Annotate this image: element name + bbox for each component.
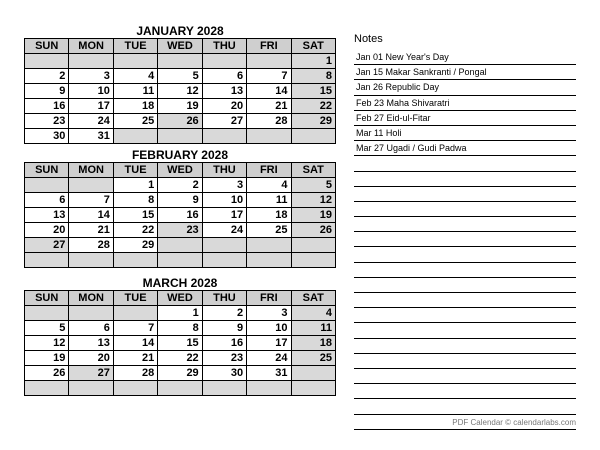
empty-cell	[158, 253, 202, 268]
day-cell: 22	[158, 351, 202, 366]
week-row	[25, 208, 336, 223]
empty-cell	[113, 306, 157, 321]
day-cell: 17	[69, 99, 113, 114]
note-item: Jan 26 Republic Day	[354, 80, 576, 95]
day-cell: 3	[69, 69, 113, 84]
note-line	[354, 156, 576, 171]
day-cell: 13	[25, 208, 69, 223]
weekday-header: THU	[202, 291, 246, 306]
empty-cell	[247, 129, 291, 144]
weekday-header: WED	[158, 163, 202, 178]
empty-cell	[291, 366, 335, 381]
empty-cell	[291, 381, 335, 396]
note-line	[354, 384, 576, 399]
weekday-header: TUE	[113, 39, 157, 54]
weekday-header: SAT	[291, 39, 335, 54]
notes-panel	[354, 28, 576, 430]
empty-cell	[25, 306, 69, 321]
day-cell: 26	[25, 366, 69, 381]
day-cell: 19	[25, 351, 69, 366]
day-cell: 2	[158, 178, 202, 193]
weekday-header: MON	[69, 291, 113, 306]
empty-cell	[202, 54, 246, 69]
empty-cell	[202, 381, 246, 396]
empty-cell	[291, 253, 335, 268]
day-cell: 20	[69, 351, 113, 366]
day-cell: 9	[158, 193, 202, 208]
note-line	[354, 323, 576, 338]
weekday-header: THU	[202, 163, 246, 178]
day-cell: 4	[247, 178, 291, 193]
week-row	[25, 99, 336, 114]
empty-cell	[202, 238, 246, 253]
day-cell: 27	[25, 238, 69, 253]
empty-cell	[158, 54, 202, 69]
day-cell: 16	[202, 336, 246, 351]
day-cell: 9	[25, 84, 69, 99]
week-row	[25, 178, 336, 193]
weekday-header: FRI	[247, 291, 291, 306]
week-row	[25, 223, 336, 238]
week-row	[25, 193, 336, 208]
month-grid	[24, 38, 336, 144]
day-cell: 24	[202, 223, 246, 238]
day-cell: 15	[158, 336, 202, 351]
empty-cell	[69, 306, 113, 321]
day-cell: 8	[291, 69, 335, 84]
note-line	[354, 339, 576, 354]
day-cell: 17	[247, 336, 291, 351]
note-line	[354, 308, 576, 323]
day-cell: 14	[247, 84, 291, 99]
empty-cell	[25, 178, 69, 193]
day-cell: 13	[202, 84, 246, 99]
weekday-header: FRI	[247, 163, 291, 178]
empty-cell	[25, 54, 69, 69]
day-cell: 16	[25, 99, 69, 114]
weekday-header: SUN	[25, 163, 69, 178]
empty-cell	[25, 381, 69, 396]
day-cell: 10	[69, 84, 113, 99]
day-cell: 26	[158, 114, 202, 129]
day-cell: 24	[69, 114, 113, 129]
day-cell: 1	[158, 306, 202, 321]
day-cell: 18	[291, 336, 335, 351]
empty-cell	[158, 238, 202, 253]
note-item: Jan 01 New Year's Day	[354, 50, 576, 65]
day-cell: 29	[291, 114, 335, 129]
day-cell: 20	[202, 99, 246, 114]
weekday-header: MON	[69, 163, 113, 178]
footer-credit: PDF Calendar © calendarlabs.com	[452, 418, 576, 427]
empty-cell	[69, 381, 113, 396]
day-cell: 6	[25, 193, 69, 208]
week-row	[25, 366, 336, 381]
weekday-header: WED	[158, 291, 202, 306]
week-row	[25, 69, 336, 84]
month-grid	[24, 162, 336, 268]
empty-cell	[158, 381, 202, 396]
month-grid	[24, 290, 336, 396]
day-cell: 5	[25, 321, 69, 336]
day-cell: 10	[247, 321, 291, 336]
weekday-header: WED	[158, 39, 202, 54]
month-calendar	[24, 276, 336, 396]
day-cell: 12	[291, 193, 335, 208]
day-cell: 20	[25, 223, 69, 238]
day-cell: 4	[291, 306, 335, 321]
day-cell: 14	[113, 336, 157, 351]
day-cell: 11	[113, 84, 157, 99]
note-item: Jan 15 Makar Sankranti / Pongal	[354, 65, 576, 80]
week-row	[25, 351, 336, 366]
day-cell: 11	[247, 193, 291, 208]
week-row	[25, 129, 336, 144]
day-cell: 27	[202, 114, 246, 129]
empty-cell	[69, 54, 113, 69]
day-cell: 24	[247, 351, 291, 366]
weekday-header: SAT	[291, 163, 335, 178]
day-cell: 16	[158, 208, 202, 223]
day-cell: 19	[158, 99, 202, 114]
empty-cell	[202, 253, 246, 268]
day-cell: 7	[69, 193, 113, 208]
day-cell: 7	[113, 321, 157, 336]
day-cell: 25	[291, 351, 335, 366]
week-row	[25, 238, 336, 253]
empty-cell	[69, 253, 113, 268]
day-cell: 23	[202, 351, 246, 366]
day-cell: 12	[158, 84, 202, 99]
day-cell: 5	[158, 69, 202, 84]
notes-title: Notes	[354, 33, 383, 45]
day-cell: 21	[113, 351, 157, 366]
note-line	[354, 263, 576, 278]
note-line	[354, 278, 576, 293]
day-cell: 31	[69, 129, 113, 144]
empty-cell	[247, 238, 291, 253]
week-row	[25, 114, 336, 129]
day-cell: 30	[25, 129, 69, 144]
day-cell: 25	[247, 223, 291, 238]
day-cell: 1	[113, 178, 157, 193]
week-row	[25, 381, 336, 396]
note-item: Feb 27 Eid-ul-Fitar	[354, 111, 576, 126]
note-item: Mar 27 Ugadi / Gudi Padwa	[354, 141, 576, 156]
week-row	[25, 336, 336, 351]
month-calendar	[24, 24, 336, 144]
day-cell: 28	[247, 114, 291, 129]
week-row	[25, 306, 336, 321]
weekday-header: SAT	[291, 291, 335, 306]
day-cell: 8	[158, 321, 202, 336]
empty-cell	[247, 253, 291, 268]
day-cell: 28	[113, 366, 157, 381]
weekday-header: FRI	[247, 39, 291, 54]
empty-cell	[69, 178, 113, 193]
weekday-header: MON	[69, 39, 113, 54]
day-cell: 2	[25, 69, 69, 84]
day-cell: 9	[202, 321, 246, 336]
weekday-header: SUN	[25, 39, 69, 54]
note-line	[354, 217, 576, 232]
day-cell: 15	[113, 208, 157, 223]
day-cell: 11	[291, 321, 335, 336]
day-cell: 14	[69, 208, 113, 223]
note-line	[354, 187, 576, 202]
day-cell: 3	[247, 306, 291, 321]
weekday-header: SUN	[25, 291, 69, 306]
day-cell: 22	[113, 223, 157, 238]
empty-cell	[158, 129, 202, 144]
day-cell: 28	[69, 238, 113, 253]
day-cell: 8	[113, 193, 157, 208]
note-line	[354, 293, 576, 308]
day-cell: 10	[202, 193, 246, 208]
note-line	[354, 399, 576, 414]
empty-cell	[113, 253, 157, 268]
month-title: MARCH 2028	[142, 276, 218, 290]
day-cell: 27	[69, 366, 113, 381]
day-cell: 21	[69, 223, 113, 238]
day-cell: 30	[202, 366, 246, 381]
day-cell: 15	[291, 84, 335, 99]
month-title: FEBRUARY 2028	[131, 148, 229, 162]
empty-cell	[113, 129, 157, 144]
day-cell: 6	[69, 321, 113, 336]
week-row	[25, 84, 336, 99]
note-line	[354, 232, 576, 247]
empty-cell	[25, 253, 69, 268]
day-cell: 5	[291, 178, 335, 193]
week-row	[25, 321, 336, 336]
day-cell: 23	[25, 114, 69, 129]
day-cell: 19	[291, 208, 335, 223]
empty-cell	[247, 381, 291, 396]
day-cell: 22	[291, 99, 335, 114]
day-cell: 23	[158, 223, 202, 238]
note-line	[354, 354, 576, 369]
week-row	[25, 253, 336, 268]
day-cell: 21	[247, 99, 291, 114]
note-line	[354, 202, 576, 217]
month-title: JANUARY 2028	[136, 24, 224, 38]
day-cell: 18	[247, 208, 291, 223]
note-line	[354, 369, 576, 384]
empty-cell	[202, 129, 246, 144]
week-row	[25, 54, 336, 69]
weekday-header: TUE	[113, 291, 157, 306]
day-cell: 31	[247, 366, 291, 381]
empty-cell	[247, 54, 291, 69]
day-cell: 17	[202, 208, 246, 223]
day-cell: 6	[202, 69, 246, 84]
empty-cell	[291, 238, 335, 253]
day-cell: 4	[113, 69, 157, 84]
day-cell: 29	[113, 238, 157, 253]
month-calendar	[24, 148, 336, 268]
day-cell: 13	[69, 336, 113, 351]
note-item: Mar 11 Holi	[354, 126, 576, 141]
weekday-header: THU	[202, 39, 246, 54]
day-cell: 2	[202, 306, 246, 321]
day-cell: 3	[202, 178, 246, 193]
note-line	[354, 172, 576, 187]
empty-cell	[291, 129, 335, 144]
empty-cell	[113, 381, 157, 396]
day-cell: 26	[291, 223, 335, 238]
day-cell: 25	[113, 114, 157, 129]
day-cell: 1	[291, 54, 335, 69]
empty-cell	[113, 54, 157, 69]
note-line	[354, 247, 576, 262]
note-item: Feb 23 Maha Shivaratri	[354, 96, 576, 111]
day-cell: 29	[158, 366, 202, 381]
day-cell: 12	[25, 336, 69, 351]
day-cell: 7	[247, 69, 291, 84]
day-cell: 18	[113, 99, 157, 114]
weekday-header: TUE	[113, 163, 157, 178]
